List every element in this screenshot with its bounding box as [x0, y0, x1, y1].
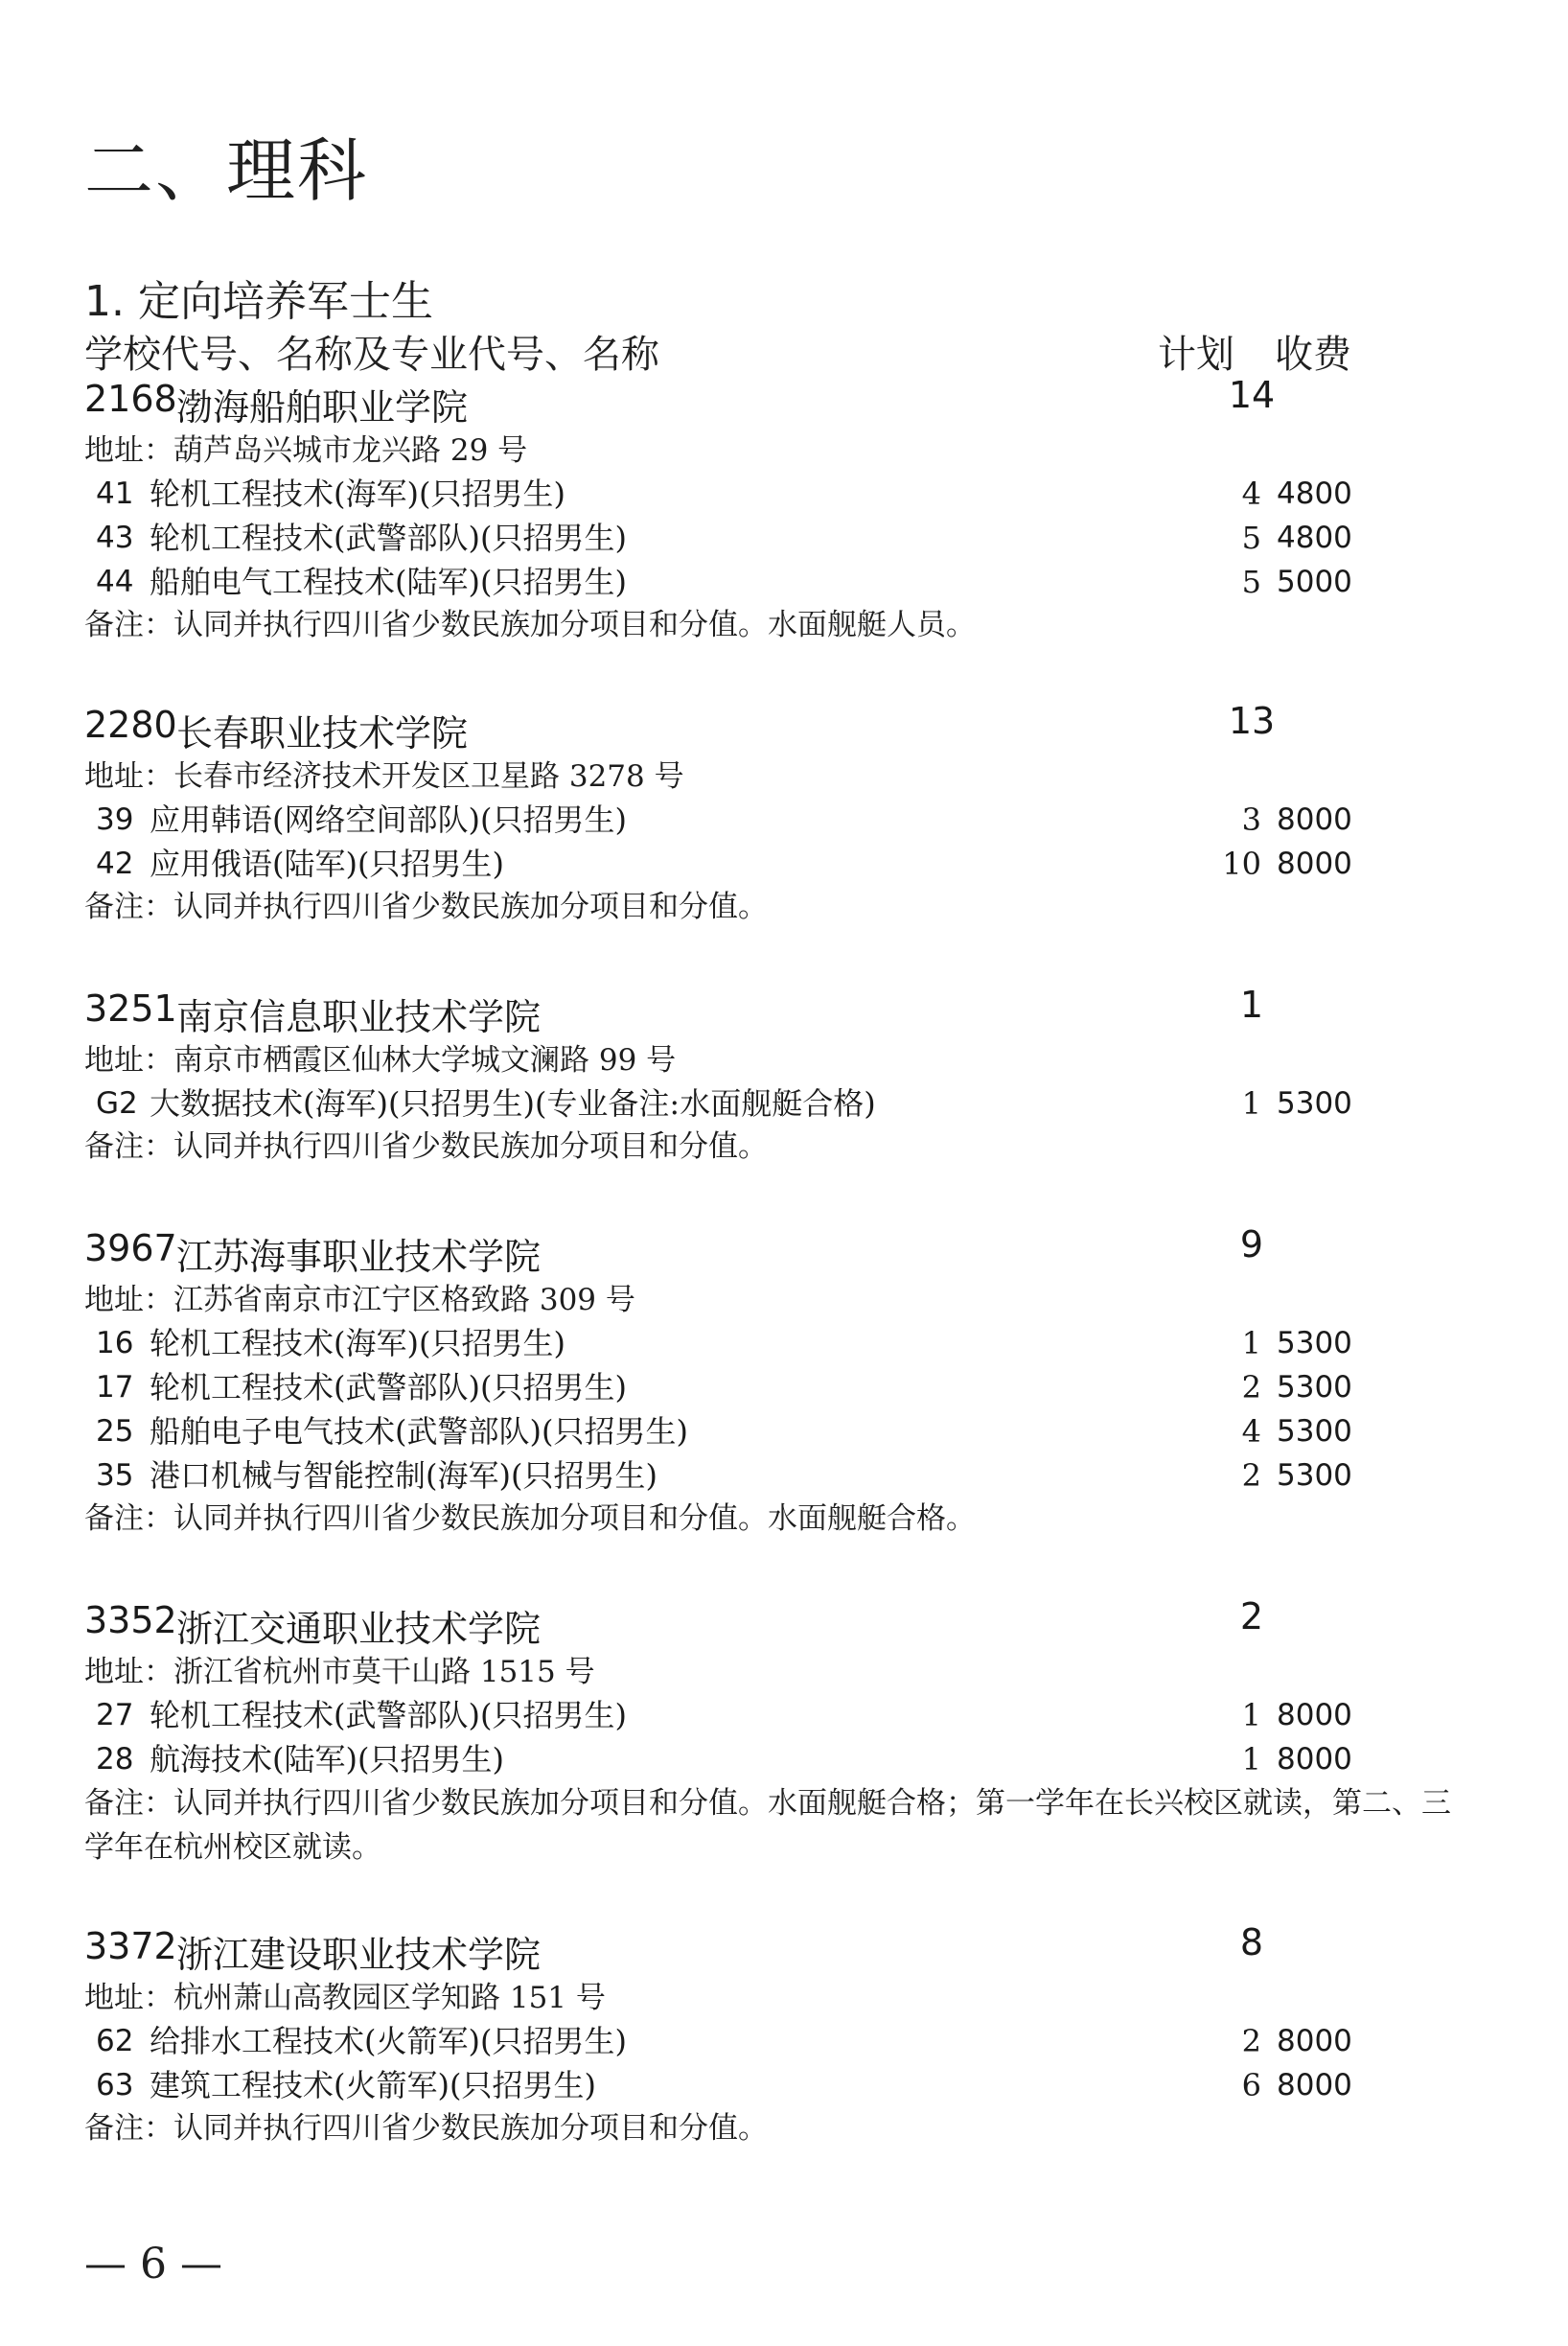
school-code: 3251 — [84, 987, 177, 1030]
major-name: 轮机工程技术(海军)(只招男生) — [150, 476, 565, 512]
school-plan: 9 — [1239, 1223, 1264, 1266]
school-address: 地址：杭州萧山高教园区学知路 151 号 — [84, 1981, 606, 2015]
school-header — [84, 1595, 1522, 1651]
school-block — [84, 700, 1522, 928]
major-name: 港口机械与智能控制(海军)(只招男生) — [150, 1457, 657, 1494]
major-plan: 5 — [1241, 520, 1261, 556]
major-plan: 2 — [1241, 1457, 1261, 1494]
major-name: 船舶电子电气技术(武警部队)(只招男生) — [150, 1413, 688, 1450]
school-header — [84, 374, 1522, 430]
school-block — [84, 1595, 1522, 1870]
school-code: 3372 — [84, 1925, 177, 1967]
major-plan: 1 — [1241, 1085, 1261, 1122]
major-fee: 8000 — [1277, 2024, 1352, 2058]
major-row — [84, 1693, 1522, 1737]
major-code: 39 — [96, 802, 134, 837]
major-row — [84, 1737, 1522, 1781]
subsection-heading: 1. 定向培养军士生 — [84, 277, 433, 326]
major-fee: 4800 — [1277, 521, 1352, 555]
major-fee: 8000 — [1277, 2068, 1352, 2102]
school-note: 备注：认同并执行四川省少数民族加分项目和分值。 — [84, 2111, 768, 2146]
major-row — [84, 842, 1522, 886]
school-header — [84, 700, 1522, 755]
section-heading: 二、理科 — [84, 130, 369, 211]
major-code: 42 — [96, 847, 134, 881]
major-fee: 5300 — [1277, 1458, 1352, 1493]
major-fee: 8000 — [1277, 847, 1352, 881]
major-row — [84, 798, 1522, 842]
major-fee: 4800 — [1277, 476, 1352, 511]
major-code: 35 — [96, 1458, 134, 1493]
major-name: 给排水工程技术(火箭军)(只招男生) — [150, 2023, 627, 2059]
column-header-plan: 计划 — [1158, 333, 1234, 377]
school-name: 长春职业技术学院 — [176, 712, 469, 755]
major-code: 44 — [96, 565, 134, 599]
school-code: 2168 — [84, 378, 177, 420]
major-code: 41 — [96, 476, 134, 511]
major-name: 轮机工程技术(武警部队)(只招男生) — [150, 1369, 627, 1405]
school-note: 备注：认同并执行四川省少数民族加分项目和分值。水面舰艇合格；第一学年在长兴校区就读，第二、三学年在杭州校区就读。 — [84, 1786, 1451, 1865]
major-code: 16 — [96, 1326, 134, 1360]
major-name: 船舶电气工程技术(陆军)(只招男生) — [150, 564, 627, 600]
major-row — [84, 2063, 1522, 2107]
school-note: 备注：认同并执行四川省少数民族加分项目和分值。 — [84, 890, 768, 924]
school-code: 2280 — [84, 704, 177, 746]
school-plan: 1 — [1239, 984, 1264, 1026]
major-row — [84, 1453, 1522, 1498]
major-fee: 5300 — [1277, 1414, 1352, 1449]
school-plan: 8 — [1239, 1921, 1264, 1963]
school-header — [84, 1223, 1522, 1279]
major-plan: 1 — [1241, 1325, 1261, 1361]
major-fee: 8000 — [1277, 1698, 1352, 1732]
school-address: 地址：江苏省南京市江宁区格致路 309 号 — [84, 1283, 635, 1317]
major-name: 建筑工程技术(火箭军)(只招男生) — [150, 2067, 596, 2103]
major-fee: 8000 — [1277, 802, 1352, 837]
major-name: 航海技术(陆军)(只招男生) — [150, 1741, 504, 1777]
school-block — [84, 1921, 1522, 2149]
major-row — [84, 560, 1522, 604]
major-plan: 2 — [1241, 1369, 1261, 1405]
major-row — [84, 516, 1522, 560]
school-plan: 14 — [1228, 374, 1276, 416]
school-code: 3352 — [84, 1599, 177, 1641]
major-code: 62 — [96, 2024, 134, 2058]
major-plan: 6 — [1241, 2067, 1261, 2103]
school-plan: 13 — [1228, 700, 1276, 742]
major-fee: 5300 — [1277, 1370, 1352, 1405]
major-fee: 5000 — [1277, 565, 1352, 599]
major-name: 大数据技术(海军)(只招男生)(专业备注:水面舰艇合格) — [150, 1085, 876, 1122]
major-code: 27 — [96, 1698, 134, 1732]
school-header — [84, 984, 1522, 1039]
major-name: 轮机工程技术(武警部队)(只招男生) — [150, 1697, 627, 1733]
school-name: 浙江建设职业技术学院 — [176, 1934, 542, 1976]
school-address: 地址：浙江省杭州市莫干山路 1515 号 — [84, 1655, 595, 1689]
major-plan: 5 — [1241, 564, 1261, 600]
major-name: 轮机工程技术(海军)(只招男生) — [150, 1325, 565, 1361]
school-block — [84, 1223, 1522, 1540]
major-code: 43 — [96, 521, 134, 555]
major-row — [84, 1081, 1522, 1126]
school-plan: 2 — [1239, 1595, 1264, 1638]
major-code: G2 — [96, 1086, 138, 1121]
school-name: 浙江交通职业技术学院 — [176, 1608, 542, 1650]
major-plan: 1 — [1241, 1697, 1261, 1733]
major-row — [84, 1365, 1522, 1409]
major-code: 63 — [96, 2068, 134, 2102]
page-number: — 6 — — [84, 2240, 222, 2288]
school-address: 地址：南京市栖霞区仙林大学城文澜路 99 号 — [84, 1043, 677, 1078]
school-block — [84, 374, 1522, 646]
major-plan: 4 — [1241, 1413, 1261, 1450]
major-code: 25 — [96, 1414, 134, 1449]
school-header — [84, 1921, 1522, 1977]
major-row — [84, 1409, 1522, 1453]
major-fee: 5300 — [1277, 1326, 1352, 1360]
column-header-name: 学校代号、名称及专业代号、名称 — [84, 333, 659, 377]
major-fee: 8000 — [1277, 1742, 1352, 1777]
major-plan: 4 — [1241, 476, 1261, 512]
major-name: 应用俄语(陆军)(只招男生) — [150, 846, 504, 882]
school-note: 备注：认同并执行四川省少数民族加分项目和分值。水面舰艇合格。 — [84, 1501, 976, 1536]
school-code: 3967 — [84, 1227, 177, 1269]
school-note: 备注：认同并执行四川省少数民族加分项目和分值。 — [84, 1129, 768, 1164]
major-row — [84, 2019, 1522, 2063]
school-name: 江苏海事职业技术学院 — [176, 1236, 542, 1278]
major-plan: 2 — [1241, 2023, 1261, 2059]
major-code: 28 — [96, 1742, 134, 1777]
major-code: 17 — [96, 1370, 134, 1405]
school-address: 地址：长春市经济技术开发区卫星路 3278 号 — [84, 759, 684, 794]
major-fee: 5300 — [1277, 1086, 1352, 1121]
school-block — [84, 984, 1522, 1168]
major-plan: 10 — [1222, 846, 1261, 882]
school-name: 渤海船舶职业学院 — [176, 386, 469, 429]
column-header-fee: 收费 — [1275, 333, 1351, 377]
school-name: 南京信息职业技术学院 — [176, 996, 542, 1038]
major-row — [84, 472, 1522, 516]
major-name: 轮机工程技术(武警部队)(只招男生) — [150, 520, 627, 556]
major-row — [84, 1321, 1522, 1365]
major-name: 应用韩语(网络空间部队)(只招男生) — [150, 801, 627, 838]
school-note: 备注：认同并执行四川省少数民族加分项目和分值。水面舰艇人员。 — [84, 608, 976, 642]
major-plan: 3 — [1241, 801, 1261, 838]
school-address: 地址：葫芦岛兴城市龙兴路 29 号 — [84, 433, 528, 468]
major-plan: 1 — [1241, 1741, 1261, 1777]
